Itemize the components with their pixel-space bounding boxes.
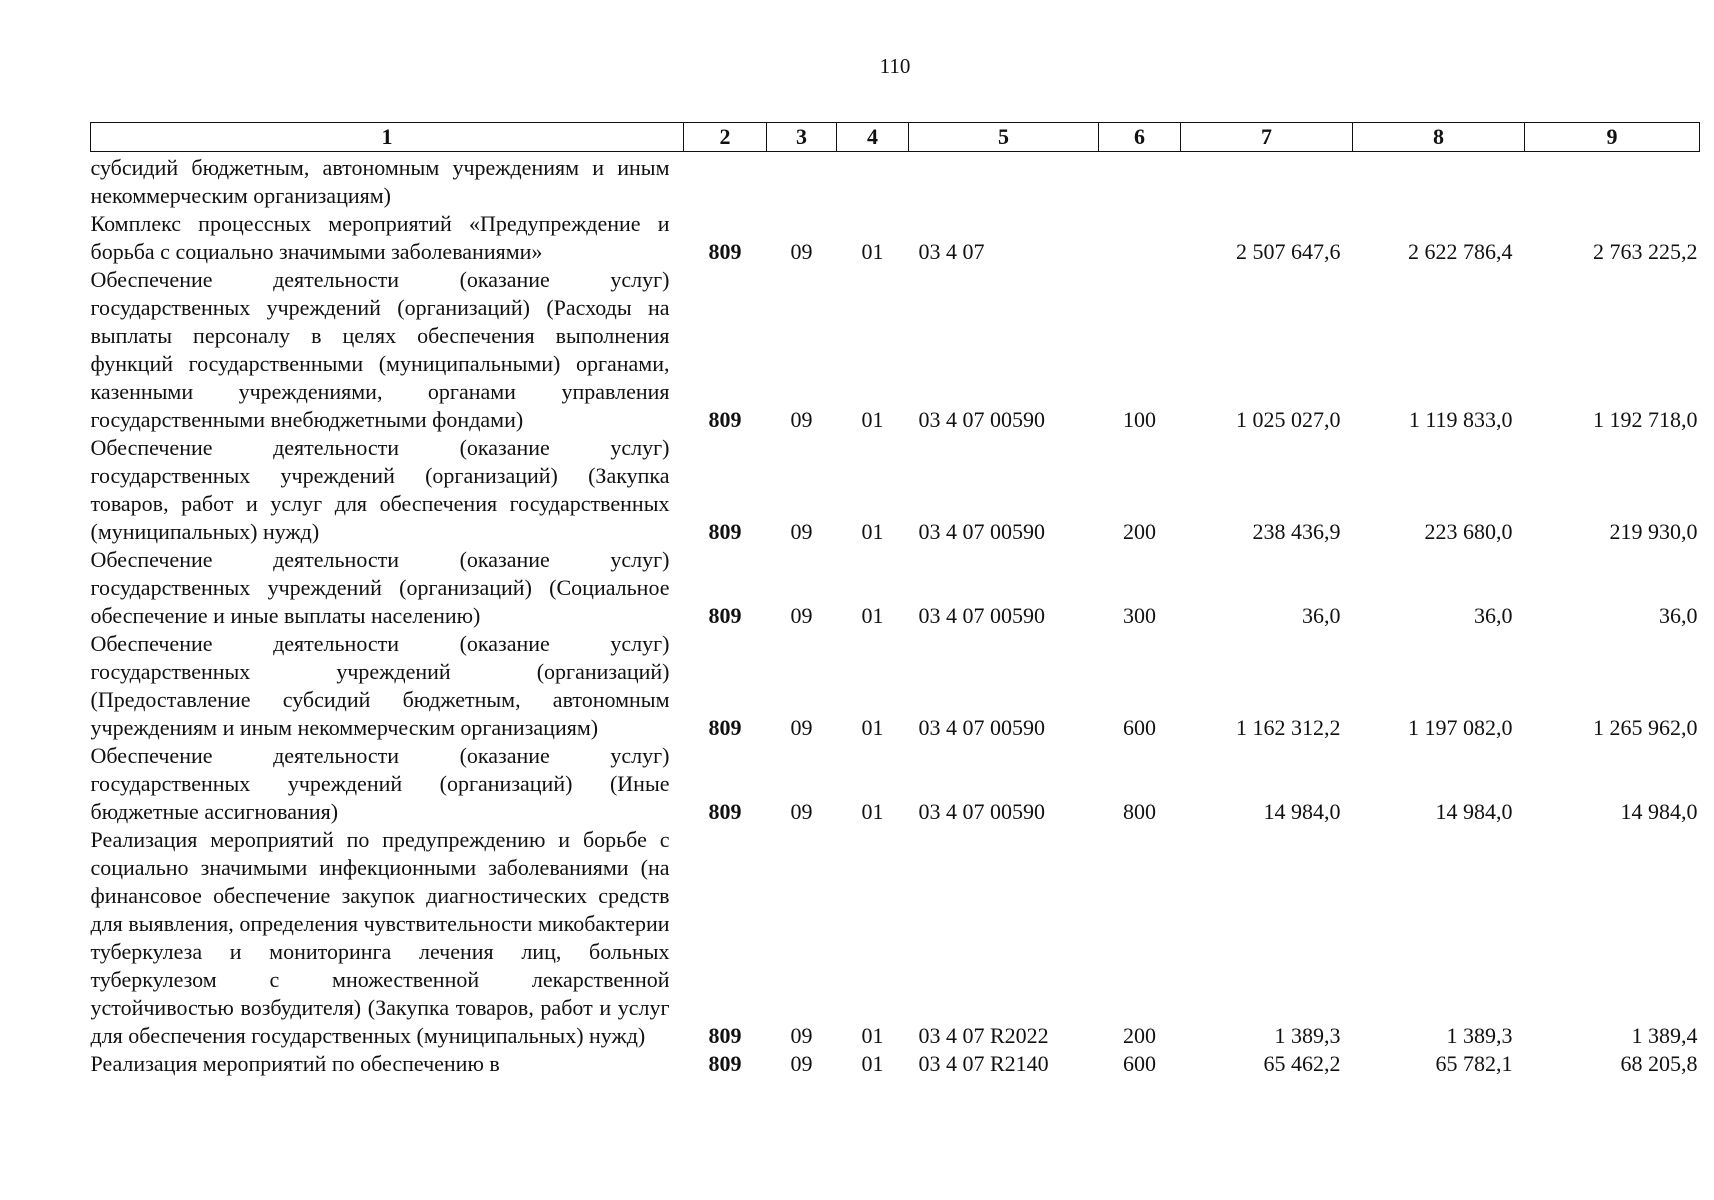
table-row [91,546,1700,630]
row-ministry-code: 809 [708,1051,742,1076]
row-section: 09 [790,603,813,628]
row-expense-type: 200 [1123,1023,1156,1048]
row-ministry-code: 809 [708,407,742,432]
row-amount-col8: 65 782,1 [1435,1051,1513,1076]
row-description: Реализация мероприятий по обеспечению в [90,1051,500,1076]
header-col-9: 9 [1525,123,1700,152]
table-row [91,826,1700,1050]
row-article-code: 03 4 07 R2140 [918,1051,1049,1076]
table-row [91,630,1700,742]
table-row [91,434,1700,546]
row-description: Обеспечение деятельности (оказание услуг) государственных учреждений (организаций) (Закупка товаров, работ и услуг для обеспечения государственных (муниципальных) нужд) [90,435,670,544]
row-section: 09 [790,407,813,432]
header-col-2: 2 [684,123,767,152]
row-amount-col8: 1 197 082,0 [1408,715,1513,740]
row-article-code: 03 4 07 00590 [918,603,1045,628]
row-ministry-code: 809 [708,715,742,740]
row-amount-col8: 223 680,0 [1424,519,1513,544]
row-amount-col9: 2 763 225,2 [1593,239,1698,264]
row-amount-col8 [1353,152,1525,211]
row-section [767,152,837,211]
header-col-1: 1 [91,123,684,152]
row-amount-col9: 14 984,0 [1620,799,1698,824]
table-row [91,266,1700,434]
row-subsection: 01 [861,407,884,432]
header-row [91,123,1700,152]
row-expense-type: 800 [1123,799,1156,824]
row-amount-col7: 14 984,0 [1263,799,1341,824]
row-amount-col9: 68 205,8 [1620,1051,1698,1076]
row-expense-type: 300 [1123,603,1156,628]
row-amount-col9: 1 389,4 [1631,1023,1698,1048]
row-ministry-code: 809 [708,603,742,628]
row-amount-col8: 1 389,3 [1446,1023,1513,1048]
page-number: 110 [879,54,911,78]
row-section: 09 [790,1051,813,1076]
budget-table [90,122,1700,1078]
row-ministry-code: 809 [708,799,742,824]
header-col-8: 8 [1353,123,1525,152]
row-article-code [909,152,1099,211]
row-description: Обеспечение деятельности (оказание услуг) государственных учреждений (организаций) (Иные бюджетные ассигнования) [90,743,670,824]
row-amount-col8: 36,0 [1474,603,1513,628]
row-section: 09 [790,1023,813,1048]
row-amount-col7: 2 507 647,6 [1236,239,1341,264]
header-col-5: 5 [909,123,1099,152]
row-description: Комплекс процессных мероприятий «Предупреждение и борьба с социально значимыми заболеваниями» [90,211,670,264]
table-row [91,152,1700,211]
row-description: Обеспечение деятельности (оказание услуг) государственных учреждений (организаций) (Расходы на выплаты персоналу в целях обеспечения выполнения функций государственными (муниципальными) органами, казенными учреждениями, органами управления государственными внебюджетными фондами) [90,267,670,432]
row-section: 09 [790,519,813,544]
row-article-code: 03 4 07 00590 [918,715,1045,740]
row-subsection: 01 [861,1023,884,1048]
row-expense-type: 600 [1123,715,1156,740]
row-expense-type: 200 [1123,519,1156,544]
row-amount-col9 [1525,152,1700,211]
row-amount-col7 [1181,152,1353,211]
row-section: 09 [790,715,813,740]
table-row [91,742,1700,826]
row-amount-col7: 1 025 027,0 [1236,407,1341,432]
row-subsection: 01 [861,799,884,824]
row-subsection: 01 [861,715,884,740]
row-subsection: 01 [861,603,884,628]
header-col-4: 4 [837,123,909,152]
row-ministry-code: 809 [708,1023,742,1048]
row-ministry-code [684,152,767,211]
row-description: Обеспечение деятельности (оказание услуг) государственных учреждений (организаций) (Предоставление субсидий бюджетным, автономным учреждениям и иным некоммерческим организациям) [90,631,670,740]
row-article-code: 03 4 07 00590 [918,519,1045,544]
row-amount-col7: 36,0 [1302,603,1341,628]
row-ministry-code: 809 [708,519,742,544]
row-expense-type [1099,210,1181,266]
row-amount-col9: 219 930,0 [1609,519,1698,544]
table-row [91,1050,1700,1078]
row-section: 09 [790,239,813,264]
table-body [91,152,1700,1079]
row-amount-col7: 1 162 312,2 [1236,715,1341,740]
row-expense-type: 600 [1123,1051,1156,1076]
row-amount-col8: 14 984,0 [1435,799,1513,824]
row-ministry-code: 809 [708,239,742,264]
row-description: субсидий бюджетным, автономным учреждениям и иным некоммерческим организациям) [90,155,670,208]
row-subsection: 01 [861,239,884,264]
row-article-code: 03 4 07 [918,239,985,264]
table-row [91,210,1700,266]
row-article-code: 03 4 07 00590 [918,799,1045,824]
row-article-code: 03 4 07 R2022 [918,1023,1049,1048]
row-expense-type: 100 [1123,407,1156,432]
row-amount-col9: 1 265 962,0 [1593,715,1698,740]
header-col-3: 3 [767,123,837,152]
row-article-code: 03 4 07 00590 [918,407,1045,432]
row-description: Реализация мероприятий по предупреждению и борьбе с социально значимыми инфекционными заболеваниями (на финансовое обеспечение закупок диагностических средств для выявления, определения чувствительности микобактерии туберкулеза и мониторинга лечения лиц, больных туберкулезом с множественной лекарственной устойчивостью возбудителя) (Закупка товаров, работ и услуг для обеспечения государственных (муниципальных) нужд) [90,827,670,1048]
row-amount-col8: 1 119 833,0 [1408,407,1513,432]
table-header [91,123,1700,152]
row-subsection: 01 [861,1051,884,1076]
row-subsection [837,152,909,211]
row-description: Обеспечение деятельности (оказание услуг) государственных учреждений (организаций) (Социальное обеспечение и иные выплаты населению) [90,547,670,628]
row-amount-col7: 1 389,3 [1274,1023,1341,1048]
row-section: 09 [790,799,813,824]
row-amount-col9: 36,0 [1659,603,1698,628]
row-subsection: 01 [861,519,884,544]
header-col-6: 6 [1099,123,1181,152]
row-amount-col9: 1 192 718,0 [1593,407,1698,432]
row-amount-col8: 2 622 786,4 [1408,239,1513,264]
row-amount-col7: 65 462,2 [1263,1051,1341,1076]
row-expense-type [1099,152,1181,211]
header-col-7: 7 [1181,123,1353,152]
row-amount-col7: 238 436,9 [1252,519,1341,544]
